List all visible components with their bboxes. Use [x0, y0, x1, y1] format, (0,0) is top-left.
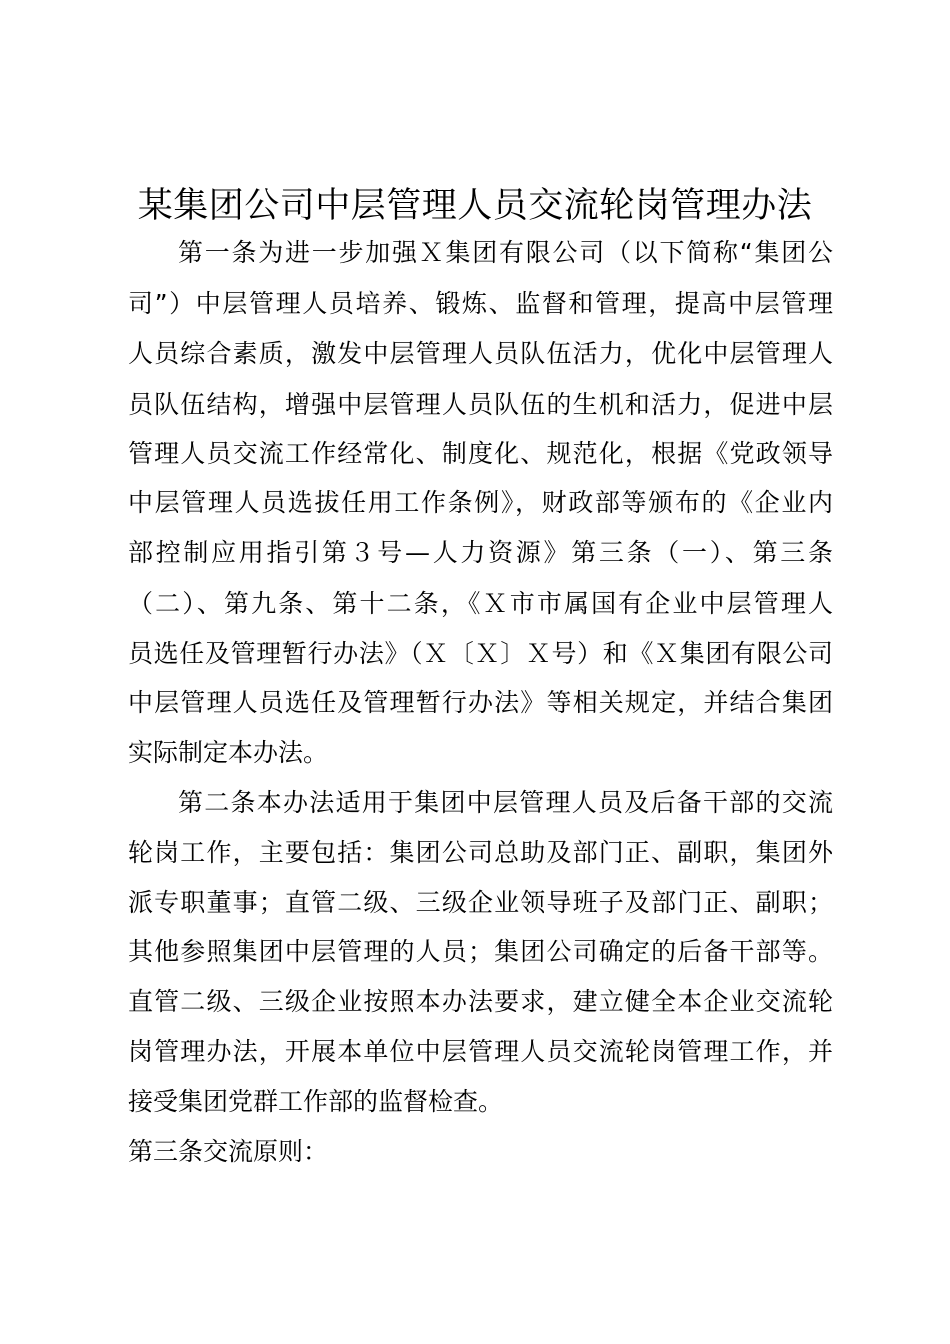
article3-heading: 第三条交流原则：: [128, 1137, 329, 1166]
article1-line-8: （二）、第九条、第十二条，《Ｘ市市属国有企业中层管理人: [128, 589, 833, 618]
article1-line-2: 司”）中层管理人员培养、锻炼、监督和管理，提高中层管理: [128, 289, 833, 318]
article2-line-6: 岗管理办法，开展本单位中层管理人员交流轮岗管理工作，并: [128, 1037, 833, 1066]
article2-line-2: 轮岗工作，主要包括：集团公司总助及部门正、副职，集团外: [128, 838, 833, 867]
article1-line-1: 第一条为进一步加强Ｘ集团有限公司（以下简称“集团公: [178, 238, 833, 267]
document-title: 某集团公司中层管理人员交流轮岗管理办法: [137, 186, 813, 226]
article2-line-1: 第二条本办法适用于集团中层管理人员及后备干部的交流: [178, 788, 833, 817]
article2-line-4: 其他参照集团中层管理的人员；集团公司确定的后备干部等。: [128, 937, 833, 966]
article1-line-4: 员队伍结构，增强中层管理人员队伍的生机和活力，促进中层: [128, 390, 833, 419]
article1-line-3: 人员综合素质，激发中层管理人员队伍活力，优化中层管理人: [128, 339, 833, 368]
article2-line-5: 直管二级、三级企业按照本办法要求，建立健全本企业交流轮: [128, 987, 833, 1016]
article1-line-11: 实际制定本办法。: [128, 738, 329, 767]
article1-line-9: 员选任及管理暂行办法》（Ｘ〔Ｘ〕Ｘ号）和《Ｘ集团有限公司: [128, 639, 833, 668]
article1-line-5: 管理人员交流工作经常化、制度化、规范化，根据《党政领导: [128, 439, 833, 468]
article1-line-10: 中层管理人员选任及管理暂行办法》等相关规定，并结合集团: [128, 688, 833, 717]
article1-line-7: 部控制应用指引第３号—人力资源》第三条（一）、第三条: [128, 538, 833, 567]
article2-line-3: 派专职董事；直管二级、三级企业领导班子及部门正、副职；: [128, 888, 833, 917]
article2-line-7: 接受集团党群工作部的监督检查。: [128, 1087, 504, 1116]
article1-line-6: 中层管理人员选拔任用工作条例》，财政部等颁布的《企业内: [128, 488, 833, 517]
